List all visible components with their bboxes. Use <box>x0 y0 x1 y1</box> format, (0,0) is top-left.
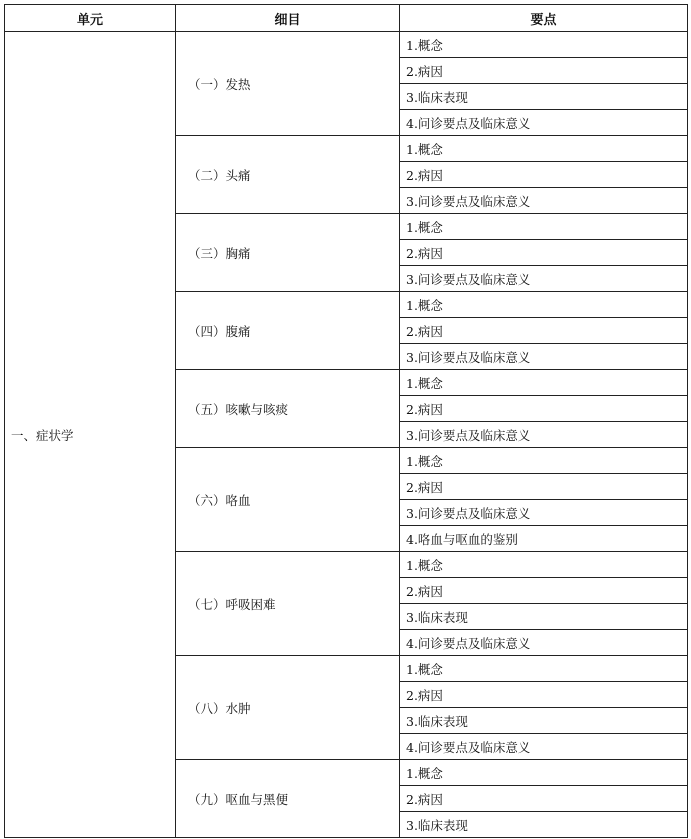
unit-cell: 一、症状学 <box>5 32 176 838</box>
point-cell: 3.临床表现 <box>400 604 688 630</box>
header-points: 要点 <box>400 5 688 32</box>
point-cell: 2.病因 <box>400 58 688 84</box>
detail-cell: （四）腹痛 <box>176 292 400 370</box>
point-cell: 1.概念 <box>400 136 688 162</box>
point-cell: 2.病因 <box>400 474 688 500</box>
detail-cell: （三）胸痛 <box>176 214 400 292</box>
point-cell: 3.问诊要点及临床意义 <box>400 500 688 526</box>
point-cell: 1.概念 <box>400 552 688 578</box>
syllabus-table <box>4 4 688 838</box>
table-body <box>5 32 688 838</box>
header-unit: 单元 <box>5 5 176 32</box>
point-cell: 2.病因 <box>400 240 688 266</box>
point-cell: 3.问诊要点及临床意义 <box>400 266 688 292</box>
point-cell: 1.概念 <box>400 448 688 474</box>
point-cell: 2.病因 <box>400 682 688 708</box>
point-cell: 2.病因 <box>400 318 688 344</box>
point-cell: 3.问诊要点及临床意义 <box>400 422 688 448</box>
point-cell: 3.临床表现 <box>400 84 688 110</box>
point-cell: 4.问诊要点及临床意义 <box>400 110 688 136</box>
detail-cell: （六）咯血 <box>176 448 400 552</box>
detail-cell: （七）呼吸困难 <box>176 552 400 656</box>
point-cell: 1.概念 <box>400 760 688 786</box>
header-detail: 细目 <box>176 5 400 32</box>
point-cell: 3.问诊要点及临床意义 <box>400 188 688 214</box>
point-cell: 2.病因 <box>400 578 688 604</box>
point-cell: 3.临床表现 <box>400 812 688 838</box>
point-cell: 1.概念 <box>400 370 688 396</box>
header-row <box>5 5 688 32</box>
detail-cell: （九）呕血与黑便 <box>176 760 400 838</box>
point-cell: 3.临床表现 <box>400 708 688 734</box>
point-cell: 4.咯血与呕血的鉴别 <box>400 526 688 552</box>
point-cell: 4.问诊要点及临床意义 <box>400 734 688 760</box>
point-cell: 3.问诊要点及临床意义 <box>400 344 688 370</box>
point-cell: 1.概念 <box>400 292 688 318</box>
detail-cell: （八）水肿 <box>176 656 400 760</box>
point-cell: 2.病因 <box>400 786 688 812</box>
point-cell: 1.概念 <box>400 656 688 682</box>
detail-cell: （一）发热 <box>176 32 400 136</box>
point-cell: 2.病因 <box>400 396 688 422</box>
point-cell: 1.概念 <box>400 214 688 240</box>
detail-cell: （二）头痛 <box>176 136 400 214</box>
point-cell: 1.概念 <box>400 32 688 58</box>
table-row <box>5 32 688 58</box>
point-cell: 2.病因 <box>400 162 688 188</box>
detail-cell: （五）咳嗽与咳痰 <box>176 370 400 448</box>
point-cell: 4.问诊要点及临床意义 <box>400 630 688 656</box>
